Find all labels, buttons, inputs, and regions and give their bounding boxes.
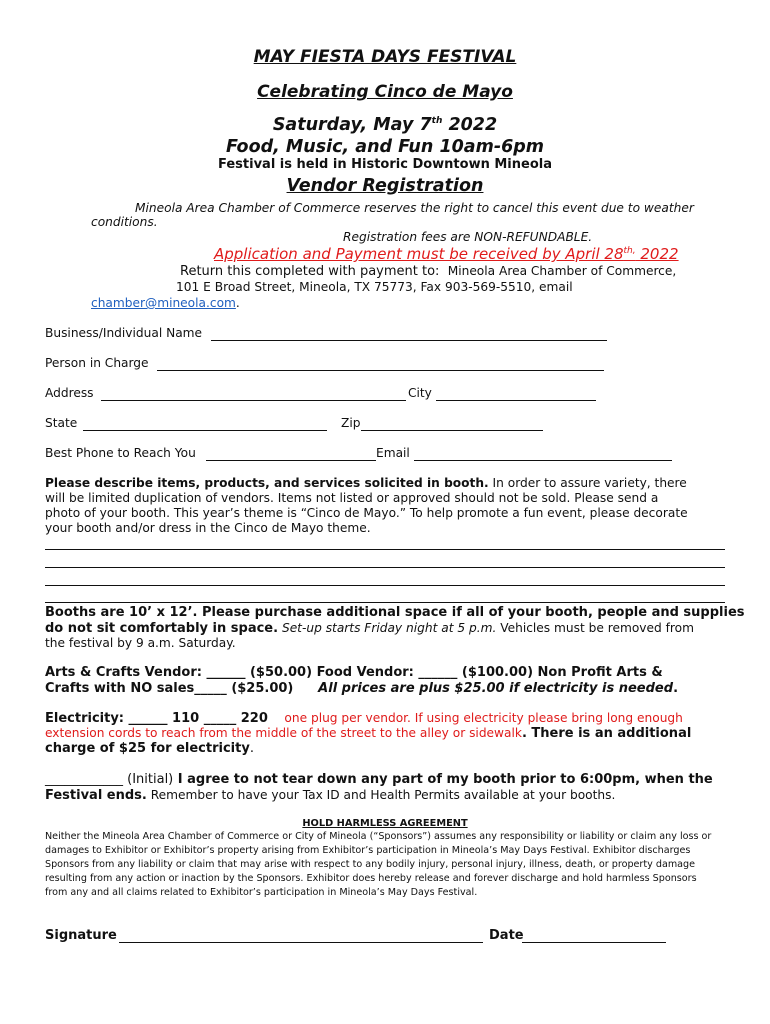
address-label: Address [45,386,94,400]
pricing-line2 [45,681,678,696]
pricing-line1: Arts & Crafts Vendor: ______ ($50.00) Food Vendor: ______ ($100.00) Non Profit Arts & [45,665,663,680]
hold-harmless-title: HOLD HARMLESS AGREEMENT [302,818,468,829]
electricity-charge: charge of $25 for electricity [45,741,250,756]
describe-bold: Please describe items, products, and services solicited in booth. [45,476,489,490]
zip-field[interactable] [361,430,543,431]
return-label: Return this completed with payment to: [180,264,440,279]
hold-harmless-body: Neither the Mineola Area Chamber of Commerce or City of Mineola (“Sponsors”) assumes any responsibility or liability or claim any loss or damages to Exhibitor or Exhibitor’s property arising from Exhibitor’s participation in Mineola’s May Days Festival. Exhibitor discharges Sponsors from any liability or claim that may arise with respect to any bodily injury, personal injury, illness, death, or property damage resulting from any action or inaction by the Sponsors. Exhibitor does hereby release and forever discharge and hold harmless Sponsors from any and all claims related to Exhibitor’s participation in Mineola’s May Days Festival. [45,831,712,898]
electricity-label: Electricity: ______ 110 _____ 220 [45,711,268,726]
email-field[interactable] [414,460,672,461]
booths-line2 [45,621,694,636]
booths-line3: the festival by 9 a.m. Saturday. [45,636,236,650]
date-label: Date [489,928,524,943]
city-field[interactable] [436,400,596,401]
event-location: Festival is held in Historic Downtown Mineola [218,157,552,172]
phone-label: Best Phone to Reach You [45,446,196,460]
describe-field-line4[interactable] [45,602,725,603]
deadline-sup: th, [623,246,636,256]
page-title: MAY FIESTA DAYS FESTIVAL [253,47,517,67]
phone-field[interactable] [206,460,376,461]
initial-field[interactable]: ____________ [45,772,123,787]
booths-line2-bold: do not sit comfortably in space. [45,621,279,636]
describe-field-line1[interactable] [45,549,725,550]
deadline-notice [214,245,679,263]
booths-line2-rest: Vehicles must be removed from [496,621,694,635]
email-label: Email [376,446,410,460]
describe-line2: will be limited duplication of vendors. Items not listed or approved should not be sold. Please send a [45,491,659,505]
email-period: . [235,296,240,310]
deadline-text: Application and Payment must be received by April 28 [214,245,624,263]
describe-field-line3[interactable] [45,585,725,586]
electricity-line2 [45,726,691,741]
event-date [0,115,770,135]
initial-line1 [45,772,713,787]
fees-notice: Registration fees are NON-REFUNDABLE. [343,230,593,244]
signature-field[interactable] [119,942,483,943]
booths-line1: Booths are 10’ x 12’. Please purchase additional space if all of your booth, people and supplies [45,605,745,620]
event-date-sup: th [431,116,443,127]
initial-label: (Initial) [123,772,174,787]
state-field[interactable] [83,430,327,431]
person-in-charge-label: Person in Charge [45,356,149,370]
page-subtitle: Celebrating Cinco de Mayo [257,82,513,102]
pricing-line2-italic: All prices are plus $25.00 if electricity is needed [318,681,674,696]
describe-line1-rest: In order to assure variety, there [488,476,687,490]
electricity-period: . [249,741,254,756]
registration-heading: Vendor Registration [286,176,484,196]
event-tagline: Food, Music, and Fun 10am-6pm [225,137,545,157]
zip-label: Zip [341,416,361,430]
electricity-warning-1: one plug per vendor. If using electricity please bring long enough [284,711,683,725]
cancel-notice-line1: Mineola Area Chamber of Commerce reserves the right to cancel this event due to weather [135,201,694,215]
address-field[interactable] [101,400,406,401]
describe-line1 [45,476,687,490]
business-name-label: Business/Individual Name [45,326,203,340]
initial-agreement: I agree to not tear down any part of my booth prior to 6:00pm, when the [173,772,713,787]
deadline-year: 2022 [635,245,679,263]
return-org: Mineola Area Chamber of Commerce, [447,264,677,278]
return-address: 101 E Broad Street, Mineola, TX 75773, Fax 903-569-5510, email [176,280,573,294]
electricity-line1 [45,711,683,726]
cancel-notice-line2: conditions. [91,215,158,229]
chamber-email-link[interactable]: chamber@mineola.com [91,296,236,310]
electricity-warning-2: extension cords to reach from the middle of the street to the alley or sidewalk [45,726,522,740]
describe-line4: your booth and/or dress in the Cinco de Mayo theme. [45,521,371,535]
person-in-charge-field[interactable] [157,370,604,371]
describe-line3: photo of your booth. This year’s theme is “Cinco de Mayo.” To help promote a fun event, please decorate [45,506,688,520]
email-line [91,296,240,310]
initial-festival-ends: Festival ends. [45,788,147,803]
booths-line2-italic: Set-up starts Friday night at 5 p.m. [278,621,497,635]
signature-label: Signature [45,928,117,943]
event-date-text: Saturday, May 7 [272,115,432,135]
city-label: City [408,386,432,400]
state-label: State [45,416,78,430]
electricity-additional: . There is an additional [521,726,692,741]
electricity-line3 [45,741,254,756]
initial-line2 [45,788,615,803]
describe-field-line2[interactable] [45,567,725,568]
return-instructions [180,264,676,279]
pricing-line2-period: . [673,681,679,696]
initial-reminder: Remember to have your Tax ID and Health Permits available at your booths. [146,788,616,802]
event-date-year: 2022 [442,115,498,135]
pricing-line2-bold: Crafts with NO sales_____ ($25.00) [45,681,294,696]
date-field[interactable] [522,942,666,943]
business-name-field[interactable] [211,340,607,341]
